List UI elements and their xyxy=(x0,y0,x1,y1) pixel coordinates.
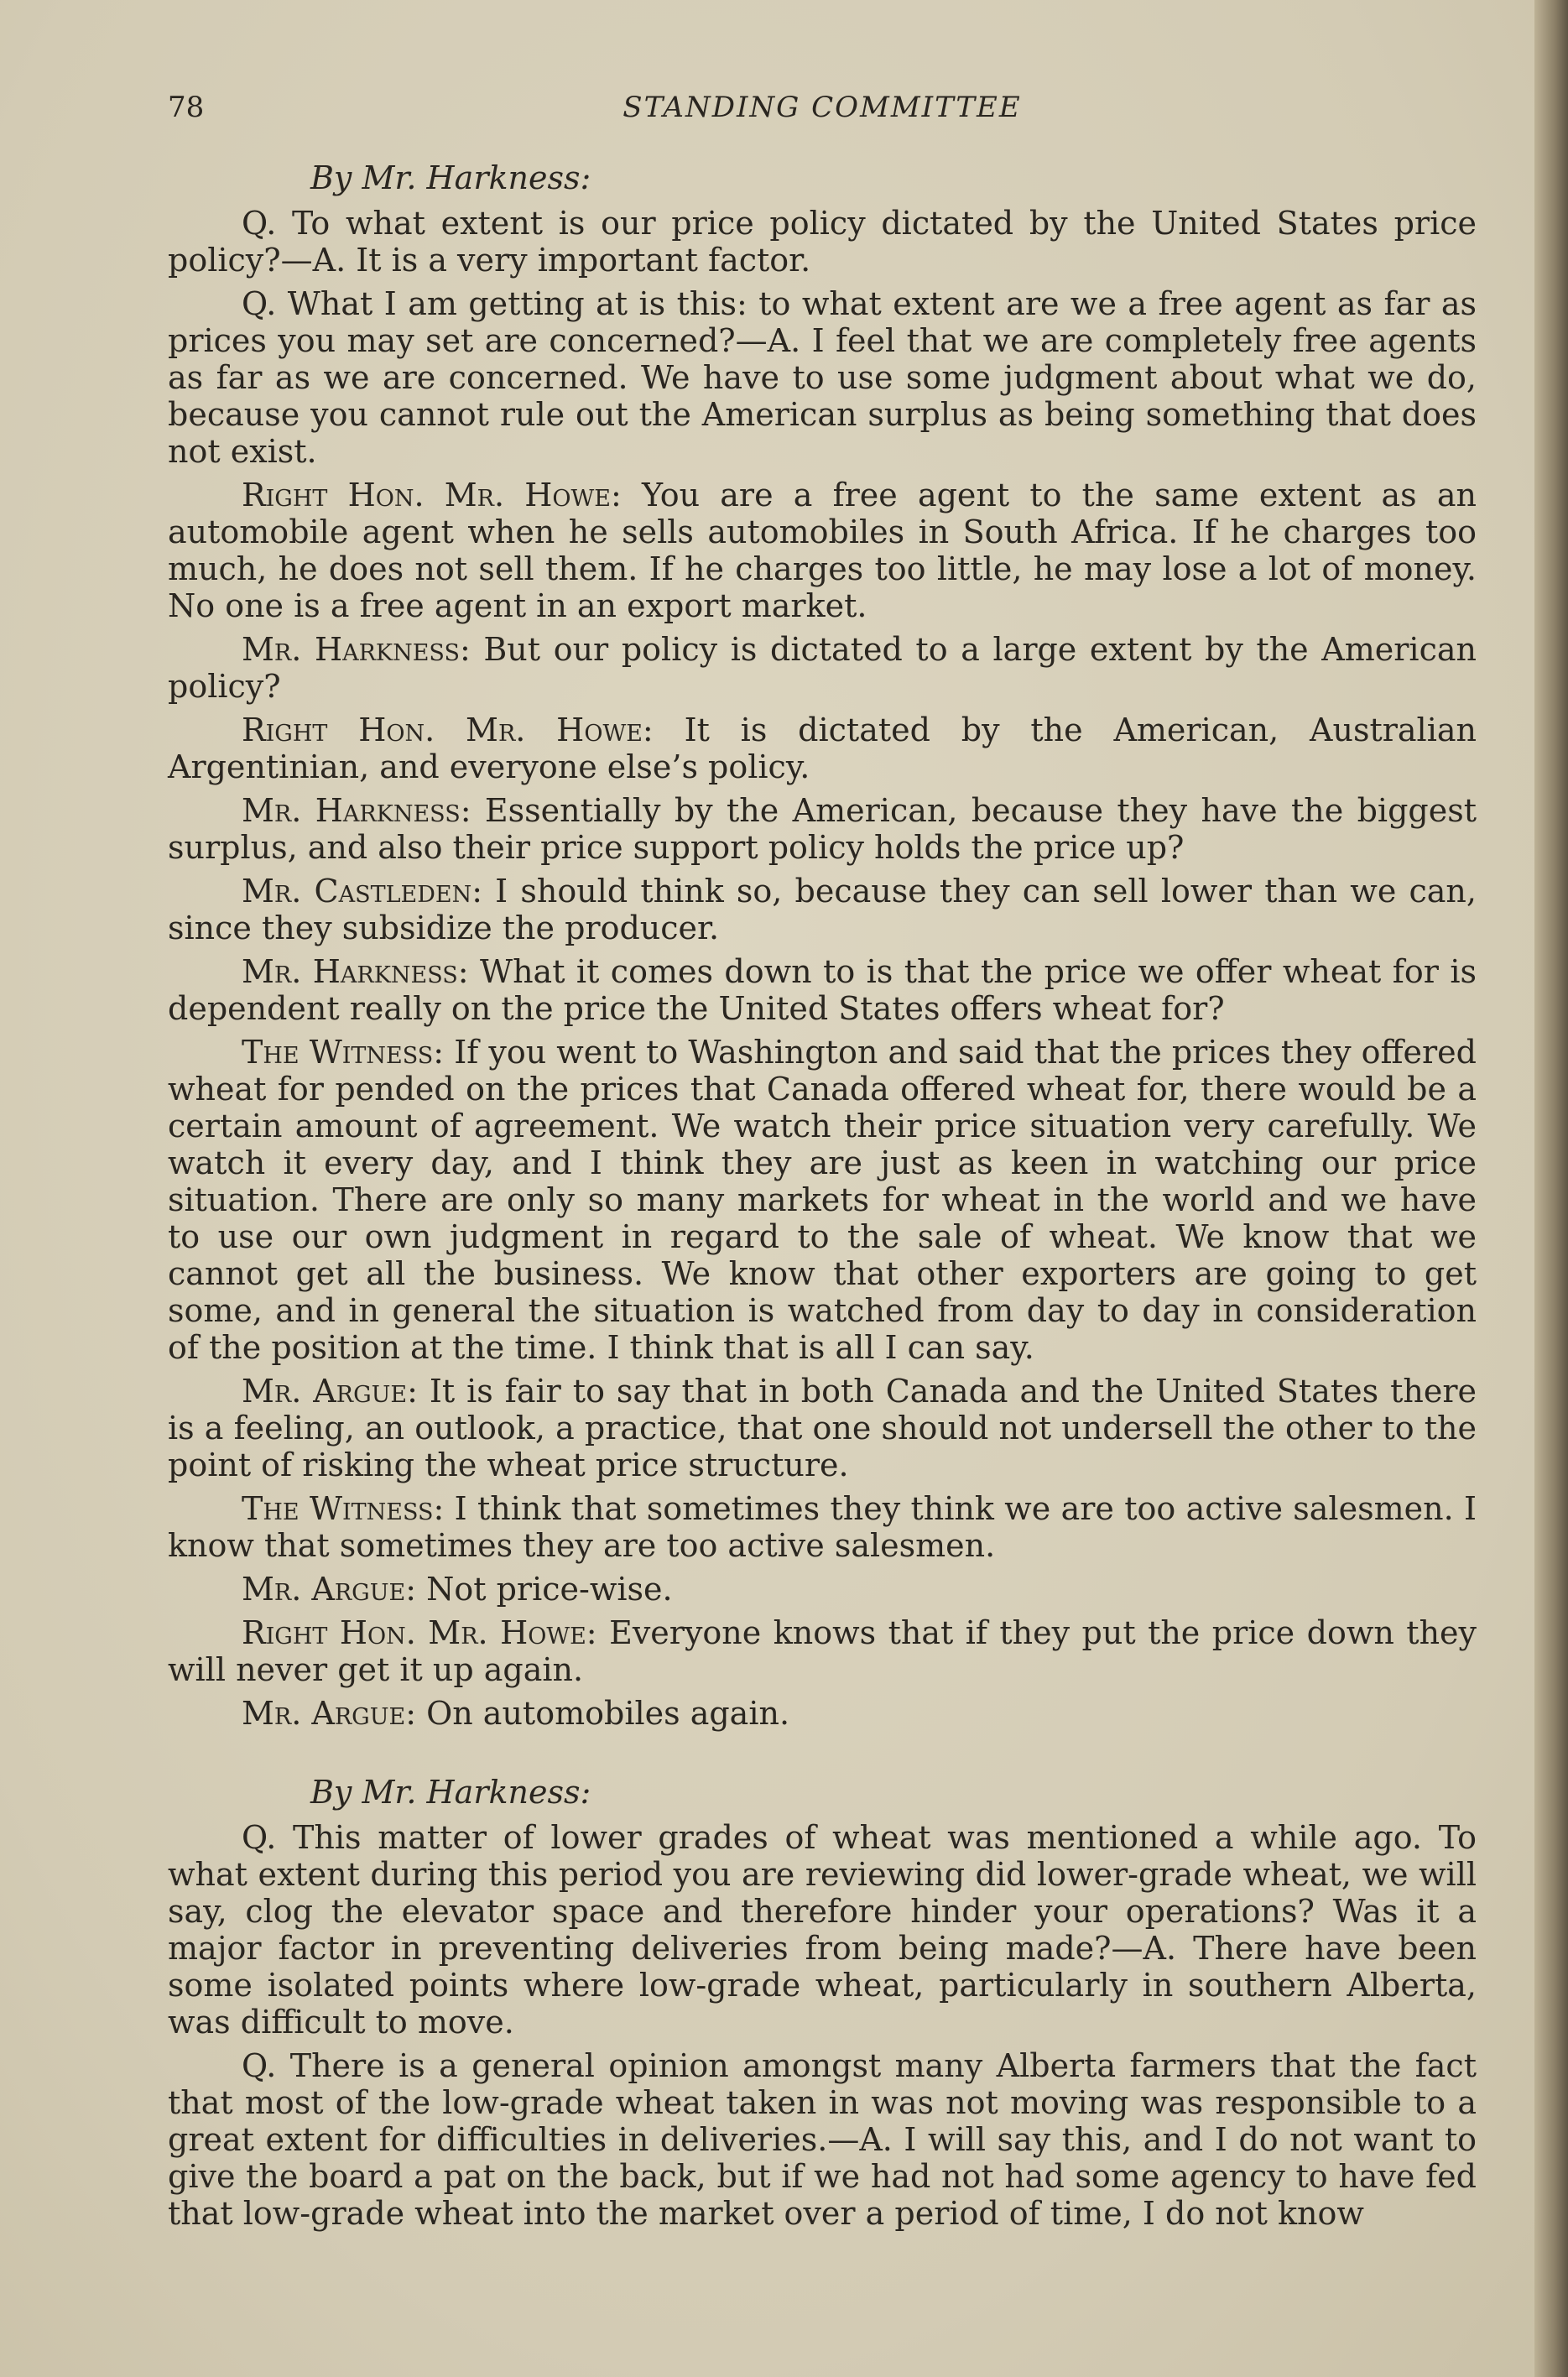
page-number: 78 xyxy=(168,91,205,124)
transcript-paragraph xyxy=(168,477,1477,624)
transcript-paragraph xyxy=(168,953,1477,1027)
speaker-name: Mr. Argue: xyxy=(242,1695,417,1732)
examiner-byline: By Mr. Harkness: xyxy=(310,1774,591,1811)
transcript-paragraph xyxy=(168,631,1477,705)
transcript-paragraph xyxy=(168,792,1477,866)
speaker-name: The Witness: xyxy=(242,1490,445,1527)
paragraph-text: It is dictated by the American, Australian Argentinian, and everyone else’s policy. xyxy=(168,712,1477,785)
transcript-paragraph xyxy=(168,1490,1477,1564)
document-body xyxy=(168,159,1477,2239)
transcript-paragraph xyxy=(168,1373,1477,1483)
page-header xyxy=(168,91,1477,133)
speaker-name: Right Hon. Mr. Howe: xyxy=(242,477,622,513)
paragraph-text: Q. This matter of lower grades of wheat was mentioned a while ago. To what extent during this period you are reviewing did lower-grade wheat, we will say, clog the elevator space and therefore hinder your operations? Was it a major factor in preventing deliveries from being made?—A. There have been some isolated points where low-grade wheat, particularly in southern Alberta, was difficult to move. xyxy=(168,1819,1477,2041)
page-edge-shadow xyxy=(1534,0,1568,2377)
examiner-byline: By Mr. Harkness: xyxy=(310,159,591,196)
speaker-name: Mr. Argue: xyxy=(242,1373,418,1410)
paragraph-text: Everyone knows that if they put the price down they will never get it up again. xyxy=(168,1614,1477,1688)
paragraph-text: Q. To what extent is our price policy dictated by the United States price policy?—A. It is a very important factor. xyxy=(168,205,1477,279)
paragraph-text: Q. What I am getting at is this: to what extent are we a free agent as far as prices you may set are concerned?—A. I feel that we are completely free agents as far as we are concerned. We have to use some judgment about what we do, because you cannot rule out the American surplus as being something that does not exist. xyxy=(168,285,1477,470)
speaker-name: Mr. Harkness: xyxy=(242,953,469,990)
transcript-paragraph xyxy=(168,1614,1477,1688)
transcript-paragraph xyxy=(168,2047,1477,2232)
speaker-name: Mr. Castleden: xyxy=(242,873,482,910)
transcript-paragraph xyxy=(168,1819,1477,2041)
speaker-name: Right Hon. Mr. Howe: xyxy=(242,1614,597,1651)
speaker-name: Mr. Argue: xyxy=(242,1571,417,1608)
transcript-paragraph xyxy=(168,1571,1477,1608)
paragraph-text: What it comes down to is that the price we offer wheat for is dependent really on the price the United States offers wheat for? xyxy=(168,953,1477,1027)
speaker-name: Right Hon. Mr. Howe: xyxy=(242,712,654,748)
section-spacer xyxy=(168,1738,1477,1774)
paragraph-text: I should think so, because they can sell lower than we can, since they subsidize the producer. xyxy=(168,873,1477,946)
paragraph-text: Not price-wise. xyxy=(416,1571,673,1608)
transcript-paragraph xyxy=(168,285,1477,470)
paragraph-text: Essentially by the American, because they have the biggest surplus, and also their price support policy holds the price up? xyxy=(168,792,1477,866)
transcript-paragraph xyxy=(168,712,1477,785)
transcript-paragraph xyxy=(168,205,1477,279)
paragraph-text: If you went to Washington and said that the prices they offered wheat for pended on the prices that Canada offered wheat for, there would be a certain amount of agreement. We watch their price situation very carefully. We watch it every day, and I think they are just as keen in watching our price situation. There are only so many markets for wheat in the world and we have to use our own judgment in regard to the sale of wheat. We know that we cannot get all the business. We know that other exporters are going to get some, and in general the situation is watched from day to day in consideration of the position at the time. I think that is all I can say. xyxy=(168,1034,1477,1366)
transcript-paragraph xyxy=(168,1695,1477,1732)
paragraph-text: It is fair to say that in both Canada and the United States there is a feeling, an outlook, a practice, that one should not undersell the other to the point of risking the wheat price structure. xyxy=(168,1373,1477,1483)
paragraph-text: You are a free agent to the same extent as an automobile agent when he sells automobiles in South Africa. If he charges too much, he does not sell them. If he charges too little, he may lose a lot of money. No one is a free agent in an export market. xyxy=(168,477,1477,624)
speaker-name: The Witness: xyxy=(242,1034,445,1071)
paragraph-text: I think that sometimes they think we are too active salesmen. I know that sometimes they are too active salesmen. xyxy=(168,1490,1477,1564)
paragraph-text: On automobiles again. xyxy=(416,1695,790,1732)
transcript-paragraph xyxy=(168,873,1477,946)
speaker-name: Mr. Harkness: xyxy=(242,631,471,668)
running-head: STANDING COMMITTEE xyxy=(623,91,1022,124)
transcript-paragraph xyxy=(168,1034,1477,1366)
speaker-name: Mr. Harkness: xyxy=(242,792,471,829)
paragraph-text: But our policy is dictated to a large extent by the American policy? xyxy=(168,631,1477,705)
paragraph-text: Q. There is a general opinion amongst many Alberta farmers that the fact that most of the low-grade wheat taken in was not moving was responsible to a great extent for difficulties in deliveries.—A. I will say this, and I do not want to give the board a pat on the back, but if we had not had some agency to have fed that low-grade wheat into the market over a period of time, I do not know xyxy=(168,2047,1477,2232)
